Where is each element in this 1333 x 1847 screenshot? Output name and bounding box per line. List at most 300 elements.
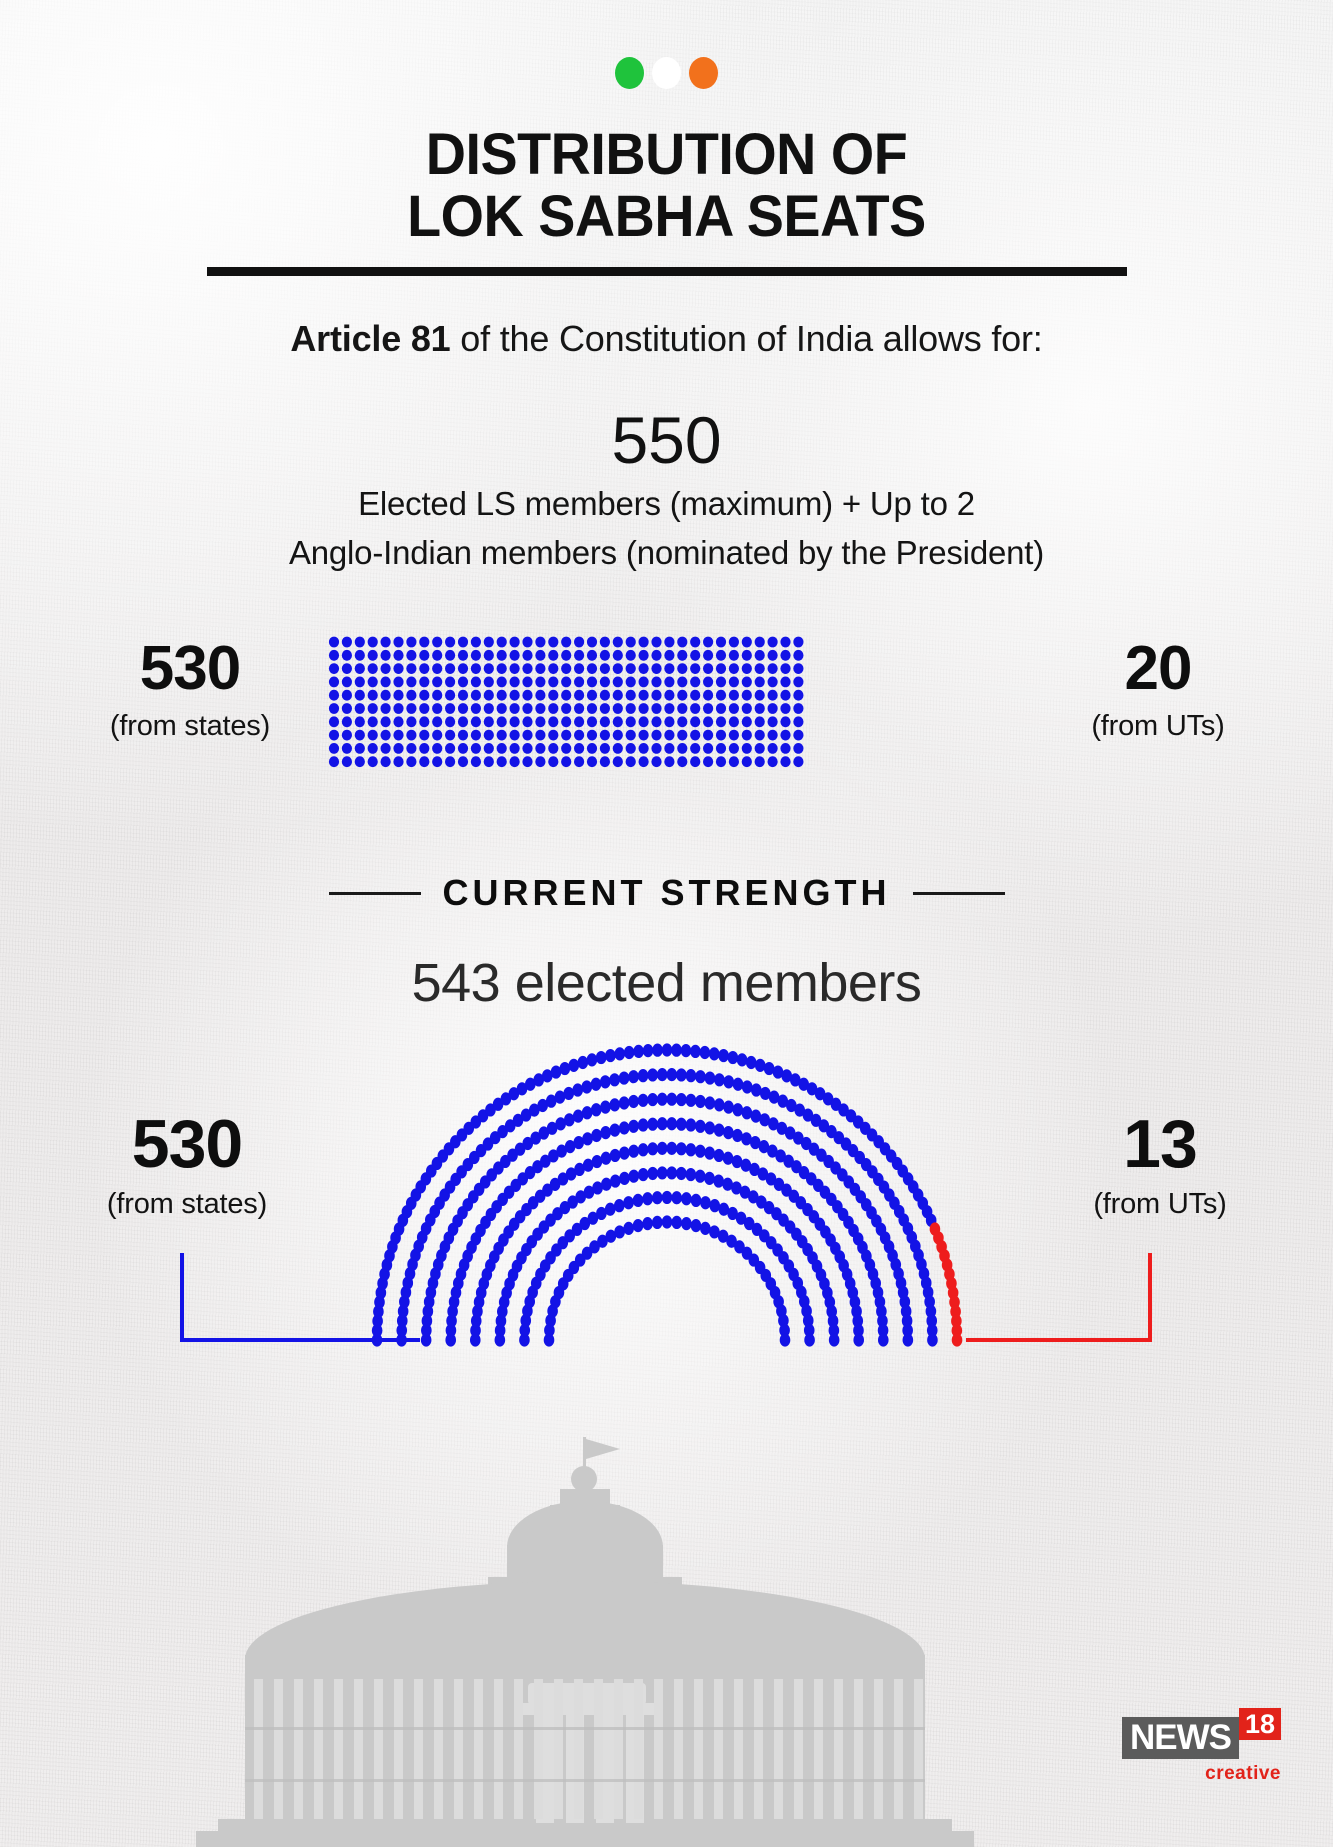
- state-seat-dot: [592, 1155, 603, 1168]
- state-seat-dot: [535, 743, 545, 754]
- state-seat-dot: [677, 690, 687, 701]
- state-seat-dot: [664, 650, 674, 661]
- state-seat-dot: [458, 716, 468, 727]
- state-seat-dot: [587, 743, 597, 754]
- state-seat-dot: [381, 716, 391, 727]
- state-seat-dot: [686, 1143, 697, 1156]
- state-seat-dot: [628, 1070, 639, 1083]
- state-seat-dot: [393, 663, 403, 674]
- state-seat-dot: [713, 1174, 724, 1187]
- state-seat-dot: [677, 743, 687, 754]
- pillar: [394, 1679, 403, 1819]
- state-seat-dot: [703, 730, 713, 741]
- state-seat-dot: [657, 1142, 668, 1155]
- state-seat-dot: [704, 1146, 715, 1159]
- state-seat-dot: [610, 1174, 621, 1187]
- pillar: [654, 1679, 663, 1819]
- state-seat-dot: [746, 1056, 757, 1069]
- state-seat-dot: [355, 650, 365, 661]
- divider-line-left: [329, 892, 421, 895]
- state-seat-dot: [368, 677, 378, 688]
- state-seat-dot: [329, 650, 339, 661]
- state-seat-dot: [714, 1123, 725, 1136]
- state-seat-dot: [329, 703, 339, 714]
- state-seat-dot: [793, 756, 803, 767]
- state-seat-dot: [342, 677, 352, 688]
- allocation-states-label: (from states): [109, 710, 271, 742]
- state-seat-dot: [729, 650, 739, 661]
- state-seat-dot: [368, 637, 378, 648]
- state-seat-dot: [626, 703, 636, 714]
- state-seat-dot: [780, 716, 790, 727]
- state-seat-dot: [522, 716, 532, 727]
- state-seat-dot: [647, 1068, 658, 1081]
- state-seat-dot: [695, 1095, 706, 1108]
- state-seat-dot: [600, 703, 610, 714]
- state-seat-dot: [676, 1093, 687, 1106]
- state-seat-dot: [716, 703, 726, 714]
- state-seat-dot: [685, 1168, 696, 1181]
- state-seat-dot: [548, 677, 558, 688]
- state-seat-dot: [651, 730, 661, 741]
- current-states-label: (from states): [106, 1188, 268, 1220]
- state-seat-dot: [729, 690, 739, 701]
- state-seat-dot: [535, 650, 545, 661]
- state-seat-dot: [406, 677, 416, 688]
- state-seat-dot: [703, 690, 713, 701]
- state-seat-dot: [561, 690, 571, 701]
- state-seat-dot: [626, 677, 636, 688]
- state-seat-dot: [729, 703, 739, 714]
- state-seat-dot: [342, 703, 352, 714]
- state-seat-dot: [642, 1192, 653, 1205]
- state-seat-dot: [657, 1068, 668, 1081]
- state-seat-dot: [664, 677, 674, 688]
- state-seat-dot: [471, 756, 481, 767]
- state-seat-dot: [671, 1191, 682, 1204]
- state-seat-dot: [368, 716, 378, 727]
- state-seat-dot: [768, 677, 778, 688]
- state-seat-dot: [729, 663, 739, 674]
- state-seat-dot: [432, 756, 442, 767]
- state-seat-dot: [393, 650, 403, 661]
- state-seat-dot: [535, 756, 545, 767]
- state-seat-dot: [676, 1142, 687, 1155]
- state-seat-dot: [381, 637, 391, 648]
- state-seat-dot: [793, 663, 803, 674]
- state-seat-dot: [703, 743, 713, 754]
- state-seat-dot: [639, 730, 649, 741]
- state-seat-dot: [484, 637, 494, 648]
- title-divider: [207, 267, 1127, 276]
- state-seat-dot: [445, 650, 455, 661]
- hemicycle-block: [0, 1040, 1333, 1370]
- state-seat-dot: [497, 663, 507, 674]
- allocation-uts: [1033, 634, 1283, 743]
- state-seat-dot: [587, 650, 597, 661]
- state-seat-dot: [600, 1075, 611, 1088]
- state-seat-dot: [619, 1172, 630, 1185]
- state-seat-dot: [419, 756, 429, 767]
- state-seat-dot: [742, 1080, 753, 1093]
- state-seat-dot: [432, 743, 442, 754]
- state-seat-dot: [458, 743, 468, 754]
- state-seat-dot: [666, 1068, 677, 1081]
- state-seat-dot: [733, 1078, 744, 1091]
- state-seat-dot: [723, 1075, 734, 1088]
- state-seat-dot: [406, 743, 416, 754]
- state-seat-dot: [690, 1045, 701, 1058]
- state-seat-dot: [605, 1203, 616, 1216]
- state-seat-dot: [793, 637, 803, 648]
- state-seat-dot: [690, 716, 700, 727]
- state-seat-dot: [574, 756, 584, 767]
- state-seat-dot: [381, 703, 391, 714]
- state-seat-dot: [561, 756, 571, 767]
- state-seat-dot: [471, 690, 481, 701]
- state-seat-dot: [677, 716, 687, 727]
- state-seat-dot: [664, 716, 674, 727]
- pillar: [594, 1679, 603, 1819]
- logo-creative-text: creative: [1205, 1763, 1281, 1784]
- state-seat-dot: [651, 637, 661, 648]
- state-seat-dot: [582, 1106, 593, 1119]
- page-title: [27, 124, 1307, 248]
- state-seat-dot: [535, 690, 545, 701]
- state-seat-dot: [458, 637, 468, 648]
- state-seat-dot: [768, 703, 778, 714]
- state-seat-dot: [329, 743, 339, 754]
- state-seat-dot: [729, 716, 739, 727]
- state-seat-dot: [445, 690, 455, 701]
- state-seat-dot: [613, 716, 623, 727]
- state-seat-dot: [690, 730, 700, 741]
- state-seat-dot: [458, 756, 468, 767]
- state-seat-dot: [677, 650, 687, 661]
- state-seat-dot: [432, 716, 442, 727]
- state-seat-dot: [662, 1043, 673, 1056]
- state-seat-dot: [587, 663, 597, 674]
- state-seat-dot: [638, 1118, 649, 1131]
- state-seat-dot: [716, 756, 726, 767]
- state-seat-dot: [716, 663, 726, 674]
- state-seat-dot: [406, 756, 416, 767]
- state-seat-dot: [651, 677, 661, 688]
- state-seat-dot: [548, 650, 558, 661]
- pillar: [894, 1679, 903, 1819]
- state-seat-dot: [535, 716, 545, 727]
- state-seat-dot: [626, 663, 636, 674]
- state-seat-dot: [342, 690, 352, 701]
- state-seat-dot: [419, 663, 429, 674]
- state-seat-dot: [591, 1129, 602, 1142]
- state-seat-dot: [535, 703, 545, 714]
- state-seat-dot: [639, 743, 649, 754]
- article-statement-rest: of the Constitution of India allows for:: [450, 318, 1043, 359]
- pillar: [614, 1679, 623, 1819]
- state-seat-dot: [642, 1217, 653, 1230]
- state-seat-dot: [510, 690, 520, 701]
- state-seat-dot: [639, 650, 649, 661]
- parliament-building-silhouette: [188, 1427, 1018, 1847]
- state-seat-dot: [522, 663, 532, 674]
- state-seat-dot: [651, 716, 661, 727]
- pillar: [674, 1679, 683, 1819]
- state-seat-dot: [639, 663, 649, 674]
- state-seat-dot: [381, 650, 391, 661]
- state-seat-dot: [535, 677, 545, 688]
- state-seat-dot: [664, 756, 674, 767]
- state-seat-dot: [561, 730, 571, 741]
- state-seat-dot: [609, 1098, 620, 1111]
- state-seat-dot: [548, 756, 558, 767]
- state-seat-dot: [471, 663, 481, 674]
- state-seat-dot: [393, 677, 403, 688]
- state-seat-dot: [628, 1145, 639, 1158]
- state-seat-dot: [780, 663, 790, 674]
- state-seat-dot: [497, 650, 507, 661]
- state-seat-dot: [548, 663, 558, 674]
- state-seat-dot: [677, 756, 687, 767]
- allocation-states: [60, 634, 320, 743]
- state-seat-dot: [522, 756, 532, 767]
- state-seat-dot: [574, 663, 584, 674]
- state-seat-dot: [522, 637, 532, 648]
- state-seat-dot: [406, 716, 416, 727]
- state-seat-dot: [445, 756, 455, 767]
- pillar: [694, 1679, 703, 1819]
- state-seat-dot: [768, 663, 778, 674]
- state-seat-dot: [613, 650, 623, 661]
- state-seat-dot: [497, 743, 507, 754]
- state-seat-dot: [657, 1093, 668, 1106]
- state-seat-dot: [600, 756, 610, 767]
- pillar: [574, 1679, 583, 1819]
- state-seat-dot: [560, 1062, 571, 1075]
- state-seat-dot: [681, 1217, 692, 1230]
- state-seat-dot: [587, 637, 597, 648]
- state-seat-dot: [690, 703, 700, 714]
- state-seat-dot: [633, 1219, 644, 1232]
- state-seat-dot: [780, 690, 790, 701]
- state-seat-dot: [793, 677, 803, 688]
- pillar: [714, 1679, 723, 1819]
- state-seat-dot: [703, 637, 713, 648]
- state-seat-dot: [651, 703, 661, 714]
- state-seat-dot: [676, 1118, 687, 1131]
- state-seat-dot: [662, 1215, 673, 1228]
- state-seat-dot: [768, 650, 778, 661]
- state-seat-dot: [342, 663, 352, 674]
- description-line-1: Elected LS members (maximum) + Up to 2: [358, 485, 975, 522]
- allocation-uts-label: (from UTs): [1091, 710, 1225, 742]
- state-seat-dot: [664, 743, 674, 754]
- state-seat-dot: [406, 650, 416, 661]
- state-seat-dot: [780, 756, 790, 767]
- state-seat-dot: [368, 743, 378, 754]
- state-seat-dot: [342, 637, 352, 648]
- state-seat-dot: [458, 650, 468, 661]
- state-seat-dot: [600, 730, 610, 741]
- state-seat-dot: [755, 690, 765, 701]
- state-seat-dot: [613, 703, 623, 714]
- state-seat-dot: [691, 1194, 702, 1207]
- state-seat-dot: [342, 650, 352, 661]
- state-seat-dot: [510, 703, 520, 714]
- state-seat-dot: [732, 1129, 743, 1142]
- state-seat-dot: [329, 677, 339, 688]
- state-seat-dot: [626, 730, 636, 741]
- state-seat-dot: [652, 1044, 663, 1057]
- pillar: [854, 1679, 863, 1819]
- state-seat-dot: [342, 743, 352, 754]
- state-seat-dot: [582, 1132, 593, 1145]
- state-seat-dot: [664, 703, 674, 714]
- state-seat-dot: [793, 650, 803, 661]
- state-seat-dot: [497, 716, 507, 727]
- state-seat-dot: [714, 1073, 725, 1086]
- state-seat-dot: [742, 743, 752, 754]
- state-seat-dot: [624, 1046, 635, 1059]
- state-seat-dot: [419, 716, 429, 727]
- logo-news-text: NEWS: [1122, 1717, 1239, 1759]
- state-seat-dot: [406, 690, 416, 701]
- state-seat-dot: [704, 1172, 715, 1185]
- state-seat-dot: [355, 756, 365, 767]
- pillar: [914, 1679, 923, 1819]
- state-seat-dot: [664, 637, 674, 648]
- state-seat-dot: [716, 637, 726, 648]
- state-seat-dot: [573, 1110, 584, 1123]
- state-seat-dot: [677, 663, 687, 674]
- state-seat-dot: [676, 1167, 687, 1180]
- state-seat-dot: [690, 663, 700, 674]
- state-seat-dot: [368, 703, 378, 714]
- state-seat-dot: [742, 716, 752, 727]
- state-seat-dot: [471, 743, 481, 754]
- state-seat-dot: [716, 650, 726, 661]
- state-seat-dot: [690, 650, 700, 661]
- state-seat-dot: [381, 730, 391, 741]
- state-seat-dot: [705, 1096, 716, 1109]
- state-seat-dot: [780, 650, 790, 661]
- state-seat-dot: [329, 637, 339, 648]
- state-seat-dot: [484, 677, 494, 688]
- state-seat-dot: [755, 650, 765, 661]
- state-seat-dot: [626, 716, 636, 727]
- state-seat-dot: [703, 677, 713, 688]
- state-seat-dot: [497, 690, 507, 701]
- state-seat-dot: [497, 730, 507, 741]
- state-seat-dot: [561, 637, 571, 648]
- state-seat-dot: [522, 690, 532, 701]
- state-seat-dot: [355, 637, 365, 648]
- state-seat-dot: [681, 1044, 692, 1057]
- state-seat-dot: [591, 1078, 602, 1091]
- state-seat-dot: [619, 1096, 630, 1109]
- state-seat-dot: [657, 1117, 668, 1130]
- total-seats-number: 550: [611, 403, 722, 477]
- state-seat-dot: [613, 637, 623, 648]
- state-seat-dot: [548, 690, 558, 701]
- state-seat-dot: [601, 1152, 612, 1165]
- current-states-number: 530: [131, 1106, 243, 1182]
- state-seat-dot: [716, 716, 726, 727]
- state-seat-dot: [522, 730, 532, 741]
- state-seat-dot: [419, 690, 429, 701]
- state-seat-dot: [690, 743, 700, 754]
- pillar: [454, 1679, 463, 1819]
- state-seat-dot: [732, 1103, 743, 1116]
- state-seat-dot: [329, 730, 339, 741]
- state-seat-dot: [695, 1170, 706, 1183]
- state-seat-dot: [548, 730, 558, 741]
- state-seat-dot: [793, 743, 803, 754]
- state-seat-dot: [393, 690, 403, 701]
- state-seat-dot: [742, 677, 752, 688]
- state-seat-dot: [700, 1046, 711, 1059]
- state-seat-dot: [574, 677, 584, 688]
- state-seat-dot: [587, 716, 597, 727]
- state-seat-dot: [497, 756, 507, 767]
- tricolor-dots: [0, 57, 1333, 89]
- state-seat-dot: [419, 650, 429, 661]
- news18-logo: [1122, 1709, 1281, 1785]
- state-seat-dot: [484, 663, 494, 674]
- state-seat-dot: [664, 663, 674, 674]
- state-seat-dot: [587, 730, 597, 741]
- state-seat-dot: [471, 703, 481, 714]
- pillar: [794, 1679, 803, 1819]
- state-seat-dot: [742, 756, 752, 767]
- state-seat-dot: [381, 756, 391, 767]
- state-seat-dot: [700, 1222, 711, 1235]
- state-seat-dot: [647, 1142, 658, 1155]
- pillar: [814, 1679, 823, 1819]
- state-seat-dot: [393, 743, 403, 754]
- state-seat-dot: [471, 650, 481, 661]
- state-seat-dot: [561, 743, 571, 754]
- state-seat-dot: [647, 1167, 658, 1180]
- state-seat-dot: [600, 663, 610, 674]
- state-seat-dot: [445, 663, 455, 674]
- state-seat-dot: [574, 743, 584, 754]
- divider-line-right: [913, 892, 1005, 895]
- state-seat-dot: [574, 650, 584, 661]
- state-seat-dot: [626, 756, 636, 767]
- state-seat-dot: [729, 637, 739, 648]
- state-seat-dot: [587, 756, 597, 767]
- state-seat-dot: [666, 1142, 677, 1155]
- pillar: [734, 1679, 743, 1819]
- state-seat-dot: [419, 730, 429, 741]
- state-seat-dot: [342, 730, 352, 741]
- state-seat-dot: [563, 1087, 574, 1100]
- state-seat-dot: [510, 756, 520, 767]
- state-seat-dot: [613, 663, 623, 674]
- state-seat-dot: [638, 1069, 649, 1082]
- state-seat-dot: [729, 743, 739, 754]
- state-seat-dot: [639, 690, 649, 701]
- state-seat-dot: [587, 690, 597, 701]
- state-seat-dot: [484, 650, 494, 661]
- state-seat-dot: [601, 1178, 612, 1191]
- state-seat-dot: [355, 677, 365, 688]
- state-seat-dot: [742, 637, 752, 648]
- state-seat-dot: [510, 743, 520, 754]
- state-seat-dot: [432, 730, 442, 741]
- state-seat-dot: [591, 1103, 602, 1116]
